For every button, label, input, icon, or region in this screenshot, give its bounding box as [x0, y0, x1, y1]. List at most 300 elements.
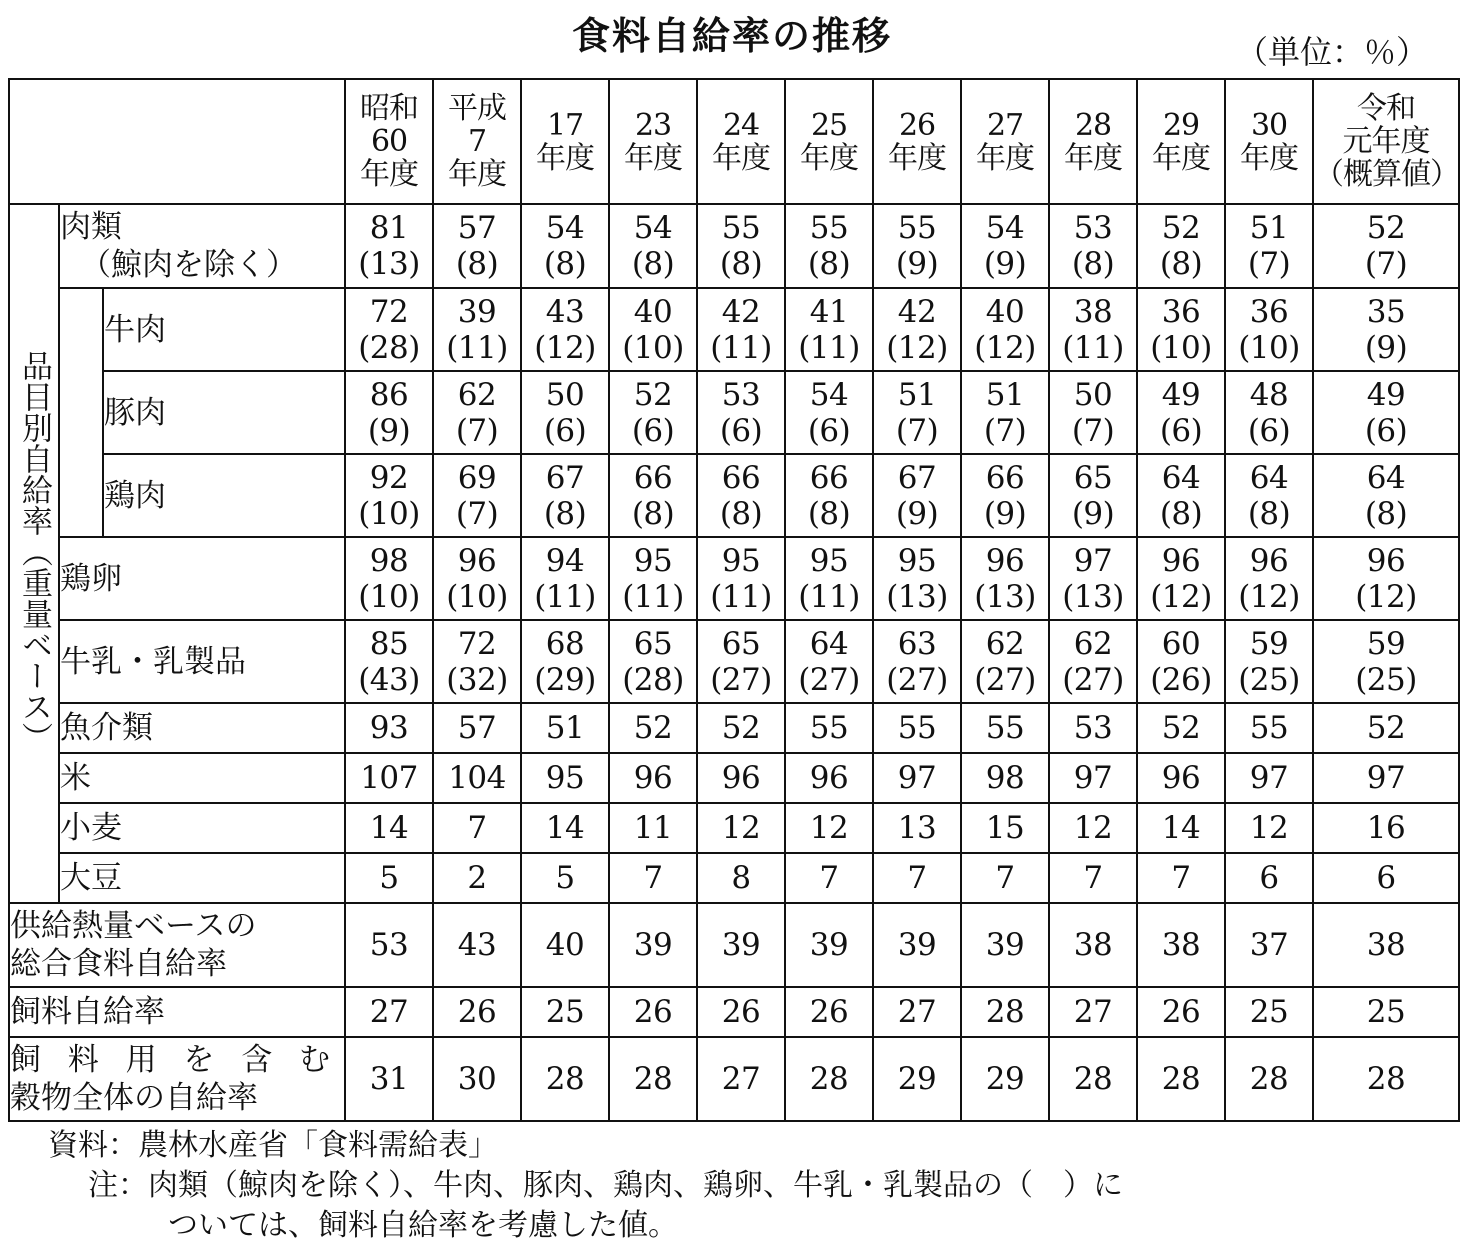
value: 7: [643, 860, 663, 896]
value: 95: [809, 542, 849, 579]
value: 14: [369, 810, 409, 846]
value-cell: [1049, 371, 1137, 454]
value: 63: [897, 625, 937, 662]
feed-adjusted-value: (12): [974, 329, 1036, 366]
value: 96: [1249, 542, 1289, 579]
value-cell: [961, 371, 1049, 454]
value-cell: [1313, 1037, 1459, 1121]
value-cell: [345, 1037, 433, 1121]
value-cell: [1313, 987, 1459, 1037]
row-label-line: 供給熱量ベースの: [10, 908, 257, 944]
value-cell: [1225, 371, 1313, 454]
value: 52: [633, 710, 673, 746]
value-cell: [873, 903, 961, 987]
year-header: [1225, 79, 1313, 204]
value-cell: [873, 803, 961, 853]
year-header: [433, 79, 521, 204]
footnote-line-2: ついては、飼料自給率を考慮した値。: [168, 1208, 678, 1243]
value-cell: [785, 204, 873, 288]
value: 27: [721, 1061, 761, 1097]
value: 39: [721, 927, 761, 963]
value: 51: [1249, 210, 1289, 246]
value: 38: [1073, 293, 1113, 330]
value: 26: [1161, 994, 1201, 1030]
value: 97: [1249, 760, 1289, 796]
feed-adjusted-value: (9): [895, 495, 939, 532]
feed-adjusted-value: (29): [534, 661, 596, 698]
feed-adjusted-value: (7): [455, 495, 499, 532]
feed-adjusted-value: (8): [631, 495, 675, 532]
value-cell: [785, 753, 873, 803]
value-cell: [1313, 204, 1459, 288]
value: 94: [545, 542, 585, 579]
value: 98: [369, 542, 409, 579]
feed-adjusted-value: (27): [886, 661, 948, 698]
value: 29: [985, 1061, 1025, 1097]
value-cell: [697, 1037, 785, 1121]
value-cell: [961, 987, 1049, 1037]
value: 51: [545, 710, 585, 746]
feed-adjusted-value: (6): [1159, 412, 1203, 449]
value: 49: [1161, 376, 1201, 413]
value: 43: [545, 293, 585, 330]
feed-adjusted-value: (12): [1238, 578, 1300, 615]
value: 55: [809, 710, 849, 746]
value: 39: [985, 927, 1025, 963]
value: 66: [721, 459, 761, 496]
feed-adjusted-value: (8): [719, 246, 763, 282]
value-cell: [961, 454, 1049, 537]
value: 81: [369, 210, 409, 246]
value-cell: [1049, 288, 1137, 371]
feed-adjusted-value: (43): [358, 661, 420, 698]
value: 97: [1073, 542, 1113, 579]
value-cell: [521, 1037, 609, 1121]
value-cell: [345, 987, 433, 1037]
value: 52: [1366, 710, 1406, 746]
feed-adjusted-value: (10): [358, 578, 420, 615]
cell-line: 年度: [1152, 140, 1211, 176]
value-cell: [345, 454, 433, 537]
feed-adjusted-value: (32): [446, 661, 508, 698]
value: 7: [995, 860, 1015, 896]
value: 69: [457, 459, 497, 496]
cell-line: 28: [1074, 107, 1112, 143]
value: 11: [633, 810, 673, 846]
feed-adjusted-value: (12): [1150, 578, 1212, 615]
row-label-text: 飼料自給率: [10, 994, 165, 1030]
value-cell: [961, 620, 1049, 703]
value-cell: [873, 753, 961, 803]
feed-adjusted-value: (6): [543, 412, 587, 449]
group-label-cell: [9, 204, 59, 903]
value-cell: [873, 288, 961, 371]
value: 96: [1161, 542, 1201, 579]
value: 48: [1249, 376, 1289, 413]
row-label-char: 飼: [10, 1042, 41, 1078]
value: 15: [985, 810, 1025, 846]
value-cell: [961, 753, 1049, 803]
value-cell: [1049, 454, 1137, 537]
cell-line: 平成: [448, 91, 507, 126]
value: 27: [369, 994, 409, 1030]
value-cell: [873, 537, 961, 620]
value: 65: [721, 625, 761, 662]
row-label: [59, 853, 345, 903]
value-cell: [1313, 753, 1459, 803]
cell-line: 年度: [712, 140, 771, 176]
value-cell: [521, 853, 609, 903]
feed-adjusted-value: (8): [543, 495, 587, 532]
value-cell: [1049, 803, 1137, 853]
table-row: [9, 703, 1459, 753]
value-cell: [785, 803, 873, 853]
row-label: [103, 288, 345, 371]
value: 29: [897, 1061, 937, 1097]
value: 97: [1366, 760, 1406, 796]
value: 54: [985, 210, 1025, 246]
value-cell: [345, 537, 433, 620]
value-cell: [433, 537, 521, 620]
feed-adjusted-value: (9): [983, 495, 1027, 532]
row-label-text: 牛乳・乳製品: [60, 643, 246, 680]
value: 92: [369, 459, 409, 496]
indent-cell: [59, 288, 103, 537]
value: 26: [721, 994, 761, 1030]
value-cell: [433, 803, 521, 853]
feed-adjusted-value: (9): [1364, 329, 1408, 366]
cell-line: 30: [1250, 107, 1288, 143]
value-cell: [873, 1037, 961, 1121]
value-cell: [1137, 204, 1225, 288]
cell-line: 7: [467, 124, 487, 159]
value: 64: [1366, 459, 1406, 496]
value: 38: [1161, 927, 1201, 963]
value-cell: [785, 703, 873, 753]
value: 62: [457, 376, 497, 413]
value: 95: [897, 542, 937, 579]
value-cell: [961, 853, 1049, 903]
value-cell: [609, 903, 697, 987]
value-cell: [785, 620, 873, 703]
value-cell: [697, 204, 785, 288]
year-header: [521, 79, 609, 204]
value-cell: [785, 454, 873, 537]
value-cell: [1225, 703, 1313, 753]
feed-adjusted-value: (11): [798, 329, 860, 366]
value: 39: [457, 293, 497, 330]
value: 52: [1161, 710, 1201, 746]
value-cell: [609, 703, 697, 753]
value-cell: [1049, 620, 1137, 703]
value: 62: [1073, 625, 1113, 662]
feed-adjusted-value: (6): [1364, 412, 1408, 449]
value-cell: [961, 537, 1049, 620]
feed-adjusted-value: (7): [983, 412, 1027, 449]
value-cell: [345, 288, 433, 371]
row-label: [9, 987, 345, 1037]
value-cell: [1137, 753, 1225, 803]
value-cell: [873, 204, 961, 288]
value: 25: [545, 994, 585, 1030]
feed-adjusted-value: (10): [358, 495, 420, 532]
feed-adjusted-value: (10): [446, 578, 508, 615]
value-cell: [433, 753, 521, 803]
value: 96: [457, 542, 497, 579]
value-cell: [1049, 903, 1137, 987]
feed-adjusted-value: (10): [622, 329, 684, 366]
value-cell: [785, 288, 873, 371]
feed-adjusted-value: (28): [358, 329, 420, 366]
value: 28: [985, 994, 1025, 1030]
value-cell: [961, 903, 1049, 987]
corner-cell: [9, 79, 345, 204]
value-cell: [1049, 987, 1137, 1037]
value-cell: [1137, 703, 1225, 753]
value: 31: [369, 1061, 409, 1097]
value: 85: [369, 625, 409, 662]
unit-label: （単位：％）: [1235, 33, 1428, 71]
value-cell: [433, 620, 521, 703]
value: 54: [545, 210, 585, 246]
value-cell: [521, 620, 609, 703]
value: 38: [1366, 927, 1406, 963]
feed-adjusted-value: (7): [1364, 246, 1408, 282]
value-cell: [1225, 620, 1313, 703]
value-cell: [433, 1037, 521, 1121]
value-cell: [1313, 703, 1459, 753]
value-cell: [697, 903, 785, 987]
table-row: [9, 903, 1459, 987]
value: 26: [457, 994, 497, 1030]
value-cell: [345, 853, 433, 903]
feed-adjusted-value: (9): [367, 412, 411, 449]
year-header: [873, 79, 961, 204]
cell-line: 年度: [888, 140, 947, 176]
table-row: [9, 537, 1459, 620]
value: 96: [1161, 760, 1201, 796]
value: 51: [897, 376, 937, 413]
value-cell: [1225, 753, 1313, 803]
value: 72: [457, 625, 497, 662]
value-cell: [609, 537, 697, 620]
feed-adjusted-value: (12): [534, 329, 596, 366]
value: 95: [721, 542, 761, 579]
value: 12: [1073, 810, 1113, 846]
table-row: [9, 753, 1459, 803]
value-cell: [1225, 853, 1313, 903]
value-cell: [697, 371, 785, 454]
value-cell: [521, 803, 609, 853]
value: 50: [545, 376, 585, 413]
value-cell: [1137, 620, 1225, 703]
value-cell: [521, 753, 609, 803]
value-cell: [345, 371, 433, 454]
value: 51: [985, 376, 1025, 413]
feed-adjusted-value: (9): [1071, 495, 1115, 532]
row-label-char: を: [183, 1042, 215, 1078]
value: 39: [897, 927, 937, 963]
value: 42: [897, 293, 937, 330]
value: 38: [1073, 927, 1113, 963]
cell-line: 令和: [1357, 91, 1416, 126]
value-cell: [961, 1037, 1049, 1121]
value: 57: [457, 210, 497, 246]
value-cell: [433, 371, 521, 454]
value-cell: [1225, 803, 1313, 853]
year-header: [609, 79, 697, 204]
value: 66: [985, 459, 1025, 496]
value-cell: [521, 454, 609, 537]
value-cell: [1137, 903, 1225, 987]
year-header: [345, 79, 433, 204]
row-label-char: む: [298, 1042, 330, 1078]
table-row: [9, 853, 1459, 903]
row-label: [9, 903, 345, 987]
feed-adjusted-value: (10): [1150, 329, 1212, 366]
value-cell: [873, 620, 961, 703]
value-cell: [697, 454, 785, 537]
value: 40: [633, 293, 673, 330]
value-cell: [1225, 204, 1313, 288]
table-row: [9, 620, 1459, 703]
value: 12: [809, 810, 849, 846]
value-cell: [1137, 803, 1225, 853]
value: 65: [1073, 459, 1113, 496]
value: 49: [1366, 376, 1406, 413]
row-label-line: 総合食料自給率: [10, 946, 227, 982]
value-cell: [345, 803, 433, 853]
cell-line: 年度: [800, 140, 859, 176]
feed-adjusted-value: (7): [455, 412, 499, 449]
value: 30: [457, 1061, 497, 1097]
value: 55: [721, 210, 761, 246]
value-cell: [521, 987, 609, 1037]
value: 2: [467, 860, 487, 896]
feed-adjusted-value: (11): [446, 329, 508, 366]
cell-line: 29: [1162, 107, 1200, 143]
feed-adjusted-value: (11): [1062, 329, 1124, 366]
value: 107: [360, 760, 418, 796]
value-cell: [1137, 288, 1225, 371]
value-cell: [697, 537, 785, 620]
row-label: [59, 703, 345, 753]
value-cell: [961, 288, 1049, 371]
feed-adjusted-value: (8): [719, 495, 763, 532]
value-cell: [873, 703, 961, 753]
value: 50: [1073, 376, 1113, 413]
row-label-text: 豚肉: [104, 394, 166, 431]
row-label-text: 牛肉: [104, 311, 166, 348]
row-label: [59, 204, 345, 288]
value: 39: [633, 927, 673, 963]
notes: [48, 1126, 1123, 1246]
source-note: 資料：農林水産省「食料需給表」: [48, 1128, 498, 1163]
value-cell: [345, 703, 433, 753]
cell-line: 年度: [360, 157, 419, 192]
cell-line: 25: [810, 107, 848, 143]
value-cell: [785, 1037, 873, 1121]
value: 53: [1073, 710, 1113, 746]
value: 53: [1073, 210, 1113, 246]
value: 57: [457, 710, 497, 746]
value-cell: [961, 204, 1049, 288]
value: 13: [897, 810, 937, 846]
value-cell: [785, 853, 873, 903]
value-cell: [1313, 903, 1459, 987]
value: 7: [907, 860, 927, 896]
value: 37: [1249, 927, 1289, 963]
cell-line: （概算値）: [1314, 157, 1460, 192]
value-cell: [1049, 1037, 1137, 1121]
value: 28: [545, 1061, 585, 1097]
value: 86: [369, 376, 409, 413]
value-cell: [1225, 454, 1313, 537]
value: 6: [1376, 860, 1396, 896]
row-label-text: 鶏肉: [104, 477, 166, 514]
value: 53: [721, 376, 761, 413]
table-row: [9, 204, 1459, 288]
feed-adjusted-value: (10): [1238, 329, 1300, 366]
value: 12: [1249, 810, 1289, 846]
value-cell: [433, 703, 521, 753]
feed-adjusted-value: (8): [807, 246, 851, 282]
value-cell: [609, 371, 697, 454]
value: 25: [1249, 994, 1289, 1030]
value-cell: [1049, 537, 1137, 620]
value: 16: [1366, 810, 1406, 846]
value-cell: [697, 987, 785, 1037]
value: 97: [897, 760, 937, 796]
feed-adjusted-value: (8): [807, 495, 851, 532]
value-cell: [1137, 987, 1225, 1037]
value-cell: [609, 853, 697, 903]
group-label: 品目別自給率（重量ベース）: [16, 350, 52, 753]
value: 64: [1249, 459, 1289, 496]
value-cell: [521, 204, 609, 288]
value-cell: [433, 454, 521, 537]
value-cell: [697, 803, 785, 853]
value: 55: [809, 210, 849, 246]
value: 28: [1249, 1061, 1289, 1097]
value: 64: [1161, 459, 1201, 496]
row-label-line: [10, 1041, 344, 1079]
cell-line: 年度: [1240, 140, 1299, 176]
value-cell: [1313, 620, 1459, 703]
value: 65: [633, 625, 673, 662]
value: 36: [1249, 293, 1289, 330]
value-cell: [873, 454, 961, 537]
value: 36: [1161, 293, 1201, 330]
feed-adjusted-value: (27): [798, 661, 860, 698]
value: 95: [545, 760, 585, 796]
feed-adjusted-value: (8): [1159, 495, 1203, 532]
value: 41: [809, 293, 849, 330]
value: 28: [809, 1061, 849, 1097]
year-header: [785, 79, 873, 204]
feed-adjusted-value: (6): [1247, 412, 1291, 449]
row-label-line: 穀物全体の自給率: [10, 1080, 258, 1116]
value: 28: [1161, 1061, 1201, 1097]
value-cell: [433, 288, 521, 371]
value-cell: [1137, 537, 1225, 620]
feed-adjusted-value: (11): [710, 329, 772, 366]
row-label: [103, 454, 345, 537]
feed-adjusted-value: (13): [974, 578, 1036, 615]
value-cell: [345, 620, 433, 703]
feed-adjusted-value: (8): [455, 246, 499, 282]
header-row: [9, 79, 1459, 204]
